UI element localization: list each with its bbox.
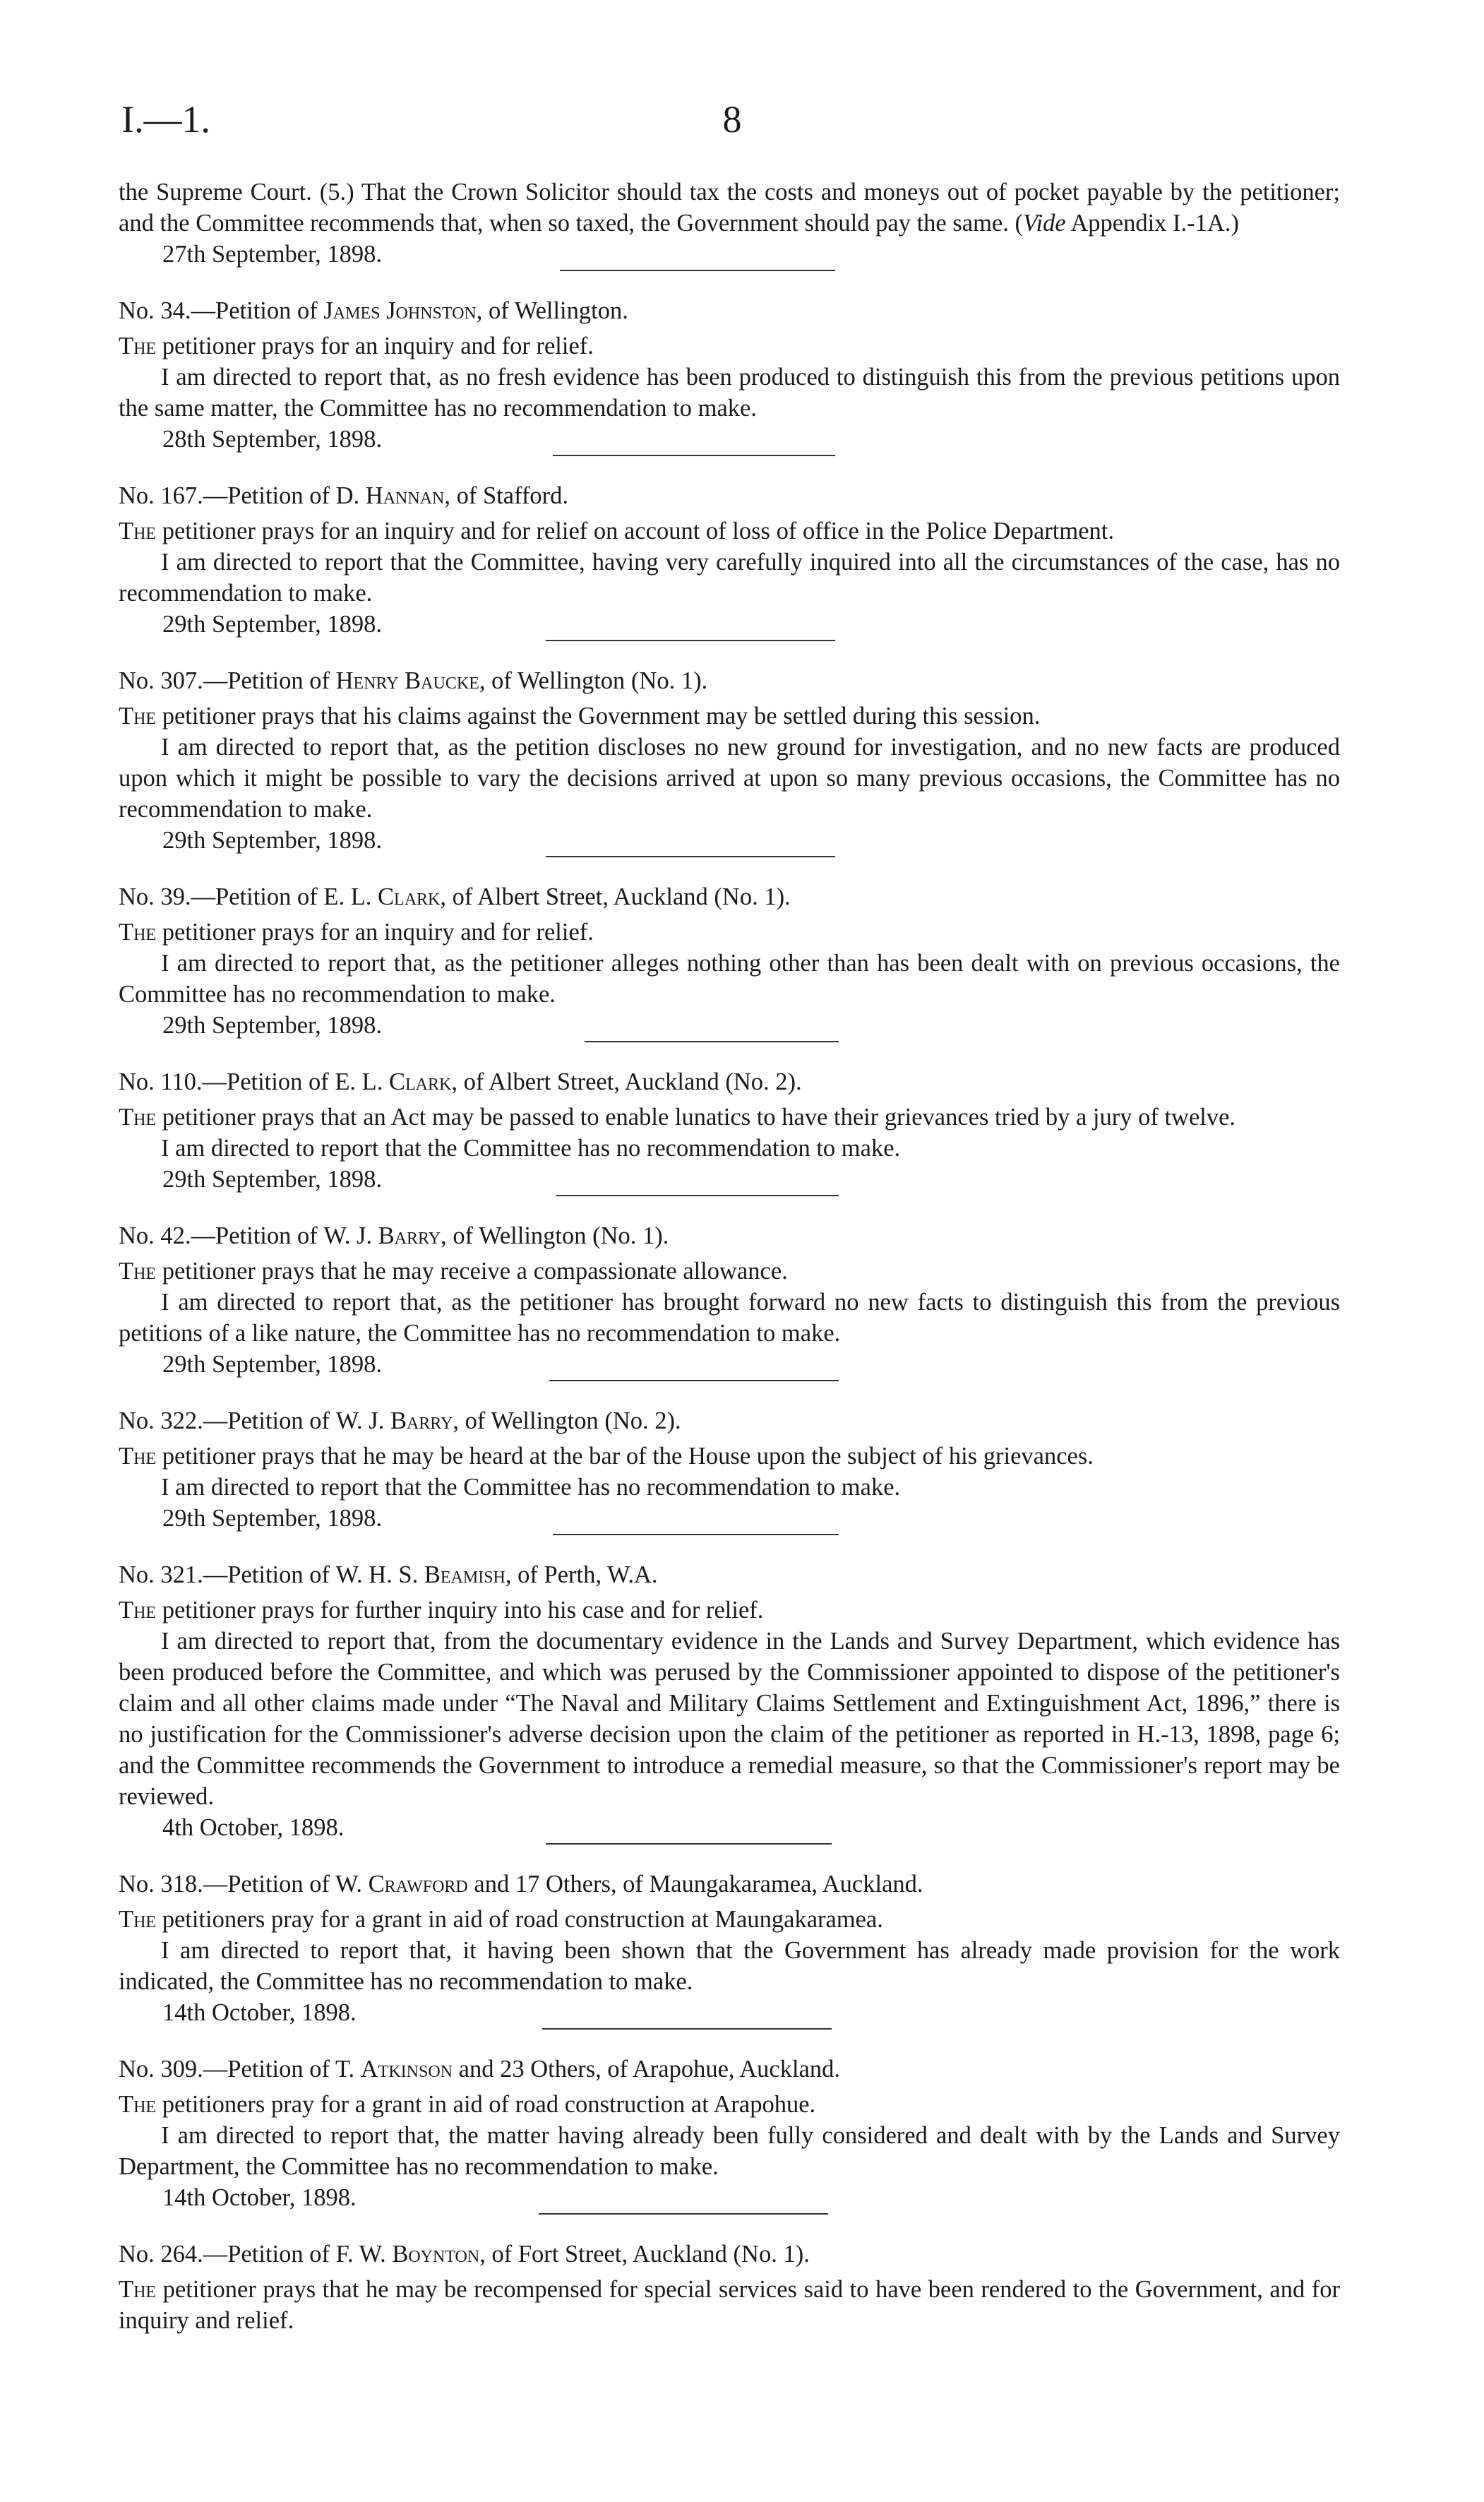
page-header [121, 97, 1343, 147]
petitioner-name: E. L. Clark [323, 883, 441, 910]
committee-report: I am directed to report that, as the petitioner has brought forward no new facts to distinguish this from the previous petitions of a like nature, the Committee has no recommendation to make. [119, 1289, 1340, 1347]
section-divider [119, 1534, 1340, 1549]
section-divider [119, 640, 1340, 655]
petition-section [119, 2028, 1340, 2213]
petition-title: No. 34.—Petition of James Johnston, of Wellington. [119, 297, 628, 324]
petition-title: No. 321.—Petition of W. H. S. Beamish, of Perth, W.A. [119, 1561, 658, 1588]
petition-section [119, 856, 1340, 1041]
petitioner-name: W. J. Barry [335, 1407, 453, 1434]
petition-title: No. 318.—Petition of W. Crawford and 17 Others, of Maungakaramea, Auckland. [119, 1871, 923, 1898]
petition-section [119, 2213, 1340, 2336]
petitioner-name: Atkinson [360, 2056, 453, 2083]
petition-title: No. 110.—Petition of E. L. Clark, of Albert Street, Auckland (No. 2). [119, 1068, 802, 1095]
section-divider [119, 270, 1340, 285]
committee-report: I am directed to report that, as the petitioner alleges nothing other than has been dealt with on previous occasions, the Committee has no recommendation to make. [119, 950, 1340, 1008]
petitioner-name: D. Hannan [335, 482, 445, 509]
petition-title: No. 39.—Petition of E. L. Clark, of Albert Street, Auckland (No. 1). [119, 883, 791, 910]
petition-list [119, 270, 1340, 2336]
section-divider [119, 1041, 1340, 1056]
petition-prayer: The petitioner prays that he may receive a compassionate allowance. [119, 1258, 788, 1285]
petition-title: No. 309.—Petition of T. Atkinson and 23 Others, of Arapohue, Auckland. [119, 2056, 841, 2083]
petition-section [119, 1195, 1340, 1380]
petition-prayer: The petitioner prays for an inquiry and for relief. [119, 333, 594, 359]
committee-report: I am directed to report that, from the documentary evidence in the Lands and Survey Department, which evidence has been produced before the Committee, and which was perused by the Commissioner appointed to dispose of the petitioner's claim and all other claims made under “The Naval and Military Claims Settlement and Extinguishment Act, 1896,” there is no justification for the Commissioner's adverse decision upon the claim of the petitioner as reported in H.-13, 1898, page 6; and the Committee recommends the Government to introduce a remedial measure, so that the Commissioner's report may be reviewed. [119, 1628, 1340, 1810]
section-divider [119, 1380, 1340, 1395]
petitioner-name: Henry Baucke [335, 667, 479, 694]
report-date: 29th September, 1898. [162, 611, 382, 638]
petition-prayer: The petitioners pray for a grant in aid of road construction at Arapohue. [119, 2091, 816, 2118]
committee-report: I am directed to report that the Committee has no recommendation to make. [161, 1474, 901, 1501]
petition-title: No. 322.—Petition of W. J. Barry, of Wellington (No. 2). [119, 1407, 681, 1434]
petition-title: No. 264.—Petition of F. W. Boynton, of Fort Street, Auckland (No. 1). [119, 2241, 810, 2268]
petitioner-name: E. L. Clark [335, 1068, 452, 1095]
committee-report: I am directed to report that the Committee, having very carefully inquired into all the circumstances of the case, has no recommendation to make. [119, 549, 1340, 607]
report-date: 14th October, 1898. [162, 1999, 357, 2026]
petitioner-name: James Johnston [323, 297, 477, 324]
petitioner-name: W. J. Barry [323, 1222, 441, 1249]
report-date: 14th October, 1898. [162, 2184, 357, 2211]
petition-prayer: The petitioner prays for an inquiry and for relief. [119, 919, 594, 946]
petition-title: No. 42.—Petition of W. J. Barry, of Wellington (No. 1). [119, 1222, 669, 1249]
committee-report: I am directed to report that, it having been shown that the Government has already made provision for the work indicated, the Committee has no recommendation to make. [119, 1937, 1340, 1995]
petition-section [119, 270, 1340, 455]
petitioner-name: Boynton [392, 2241, 480, 2268]
report-date: 29th September, 1898. [162, 1166, 382, 1193]
document-reference: I.—1. [121, 98, 210, 141]
petition-title: No. 167.—Petition of D. Hannan, of Stafford. [119, 482, 569, 509]
section-divider [119, 856, 1340, 871]
petition-prayer: The petitioner prays that he may be recompensed for special services said to have been rendered to the Government, and for inquiry and relief. [119, 2276, 1340, 2334]
committee-report: I am directed to report that, as no fresh evidence has been produced to distinguish this from the previous petitions upon the same matter, the Committee has no recommendation to make. [119, 364, 1340, 422]
intro-text: the Supreme Court. (5.) That the Crown Solicitor should tax the costs and moneys out of pocket payable by the petitioner; and the Committee recommends that, when so taxed, the Government should pay the same. (Vide Appendix I.-1A.) [119, 179, 1340, 237]
petition-prayer: The petitioner prays that an Act may be passed to enable lunatics to have their grievances tried by a jury of twelve. [119, 1104, 1236, 1131]
petition-section [119, 1380, 1340, 1534]
petition-section [119, 1843, 1340, 2028]
petition-prayer: The petitioner prays for an inquiry and for relief on account of loss of office in the Police Department. [119, 518, 1114, 544]
petition-prayer: The petitioner prays for further inquiry into his case and for relief. [119, 1597, 764, 1624]
petitioner-name: W. H. S. Beamish [335, 1561, 505, 1588]
petition-prayer: The petitioners pray for a grant in aid of road construction at Maungakaramea. [119, 1906, 883, 1933]
section-divider [119, 1195, 1340, 1210]
report-date: 29th September, 1898. [162, 827, 382, 854]
vide-italic: Vide [1022, 210, 1066, 237]
report-date: 29th September, 1898. [162, 1505, 382, 1532]
committee-report: I am directed to report that, the matter having already been fully considered and dealt with by the Lands and Survey Department, the Committee has no recommendation to make. [119, 2122, 1340, 2180]
petition-section [119, 640, 1340, 856]
petition-section [119, 1041, 1340, 1195]
report-date: 4th October, 1898. [162, 1814, 345, 1841]
petition-section [119, 455, 1340, 640]
page-number: 8 [722, 98, 742, 141]
section-divider [119, 2028, 1340, 2044]
intro-continuation [119, 177, 1340, 270]
section-divider [119, 455, 1340, 470]
intro-date: 27th September, 1898. [162, 241, 382, 268]
committee-report: I am directed to report that, as the petition discloses no new ground for investigation, and no new facts are produced upon which it might be possible to vary the decisions arrived at upon so many previous occasions, the Committee has no recommendation to make. [119, 734, 1340, 823]
petition-title: No. 307.—Petition of Henry Baucke, of Wellington (No. 1). [119, 667, 708, 694]
petition-prayer: The petitioner prays that his claims against the Government may be settled during this session. [119, 703, 1041, 729]
section-divider [119, 1843, 1340, 1859]
committee-report: I am directed to report that the Committee has no recommendation to make. [161, 1135, 901, 1162]
petitioner-name: Crawford [368, 1871, 468, 1898]
report-date: 29th September, 1898. [162, 1351, 382, 1378]
report-date: 29th September, 1898. [162, 1012, 382, 1039]
petition-section [119, 1534, 1340, 1843]
report-date: 28th September, 1898. [162, 426, 382, 453]
section-divider [119, 2213, 1340, 2229]
page-content [119, 177, 1340, 2336]
petition-prayer: The petitioner prays that he may be heard at the bar of the House upon the subject of his grievances. [119, 1443, 1094, 1470]
